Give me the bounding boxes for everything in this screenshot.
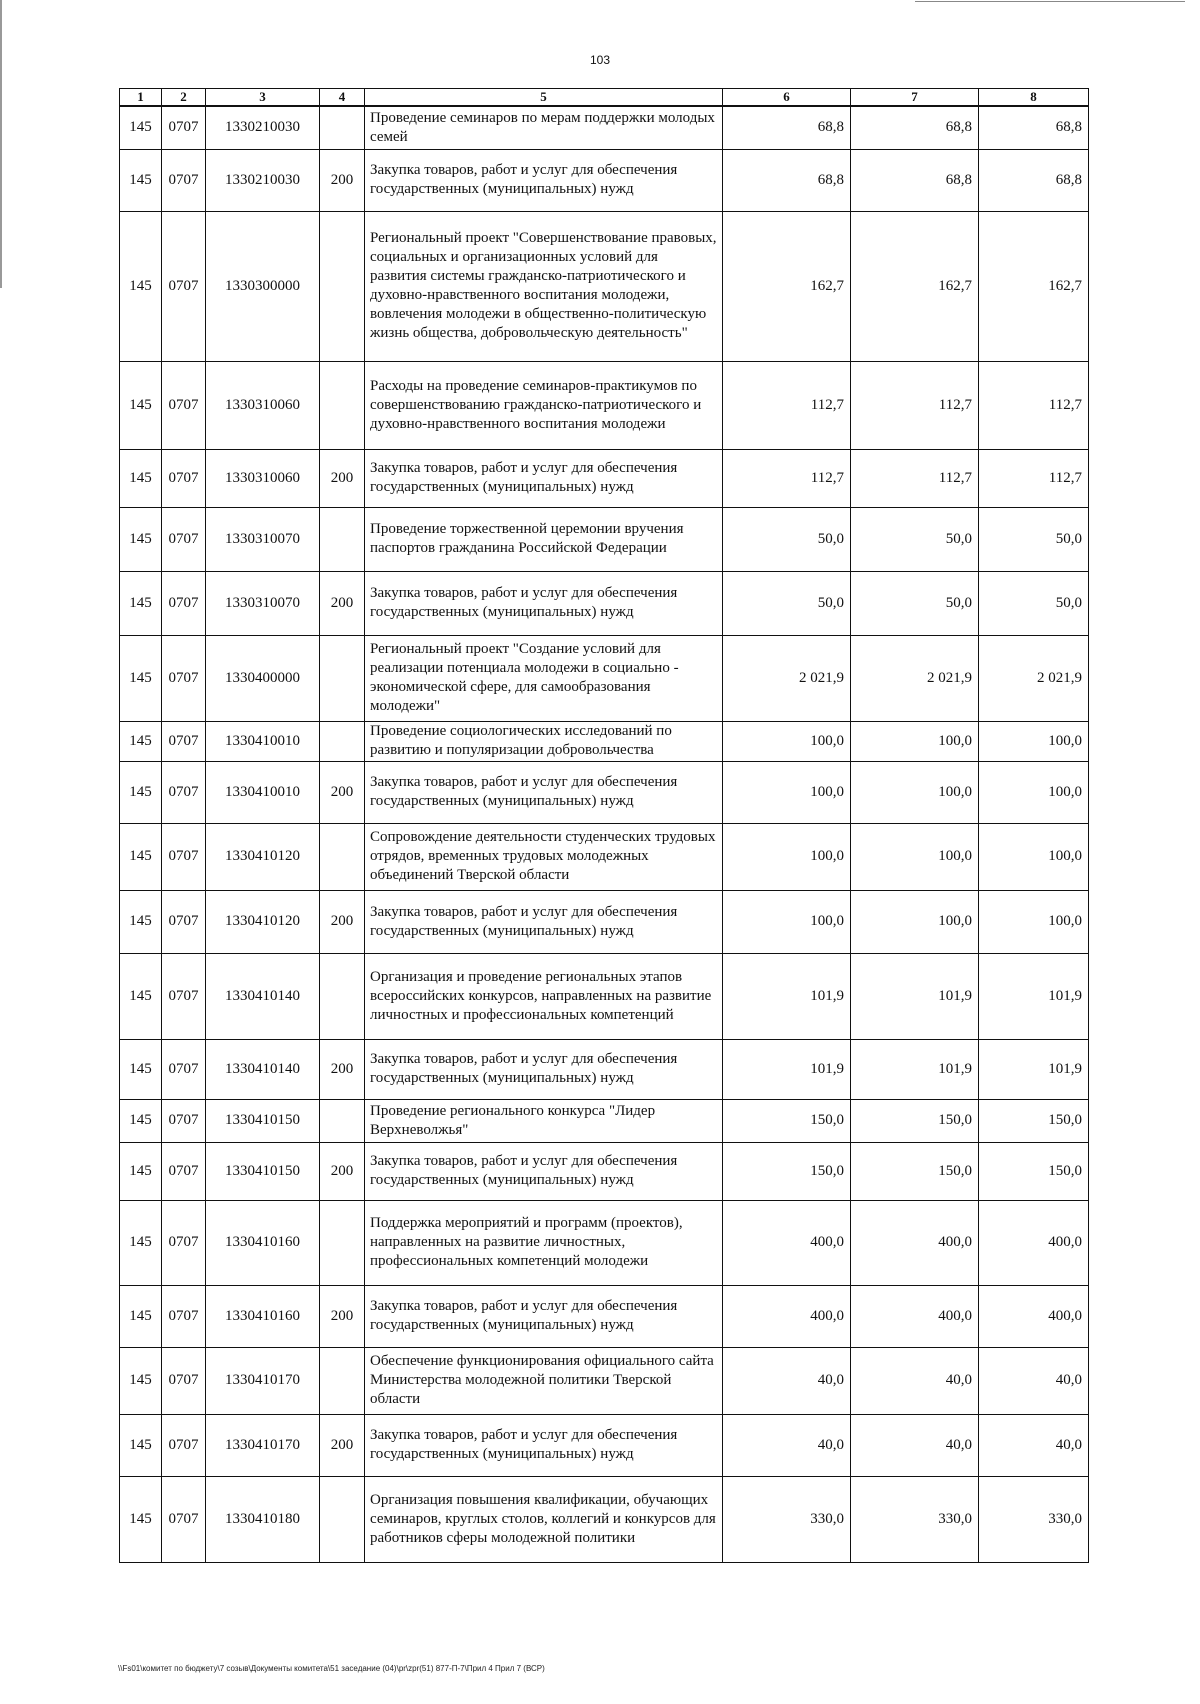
amount-col8-cell: 330,0	[979, 1476, 1089, 1562]
table-row	[120, 761, 1089, 823]
amount-col8-cell: 50,0	[979, 571, 1089, 635]
target-article-cell: 1330410170	[206, 1414, 320, 1476]
description-cell: Закупка товаров, работ и услуг для обеспечения государственных (муниципальных) нужд	[365, 149, 723, 211]
amount-col8-cell: 100,0	[979, 721, 1089, 761]
section-cell: 0707	[162, 211, 206, 361]
section-cell: 0707	[162, 507, 206, 571]
amount-col7-cell: 100,0	[851, 823, 979, 890]
amount-col7-cell: 40,0	[851, 1414, 979, 1476]
page-number: 103	[589, 53, 611, 67]
column-number-row	[120, 89, 1089, 107]
table-row	[120, 1039, 1089, 1099]
expense-type-cell	[320, 1200, 365, 1285]
expense-type-cell: 200	[320, 761, 365, 823]
target-article-cell: 1330410140	[206, 1039, 320, 1099]
amount-col7-cell: 68,8	[851, 149, 979, 211]
description-cell: Организация повышения квалификации, обучающих семинаров, круглых столов, коллегий и конкурсов для работников сферы молодежной политики	[365, 1476, 723, 1562]
description-cell: Проведение социологических исследований по развитию и популяризации добровольчества	[365, 721, 723, 761]
glava-cell: 145	[120, 571, 162, 635]
expense-type-cell: 200	[320, 1285, 365, 1347]
amount-col8-cell: 40,0	[979, 1414, 1089, 1476]
description-cell: Поддержка мероприятий и программ (проектов), направленных на развитие личностных, профессиональных компетенций молодежи	[365, 1200, 723, 1285]
glava-cell: 145	[120, 761, 162, 823]
amount-col8-cell: 100,0	[979, 761, 1089, 823]
amount-col8-cell: 40,0	[979, 1347, 1089, 1414]
column-number: 5	[365, 89, 723, 107]
description-cell: Закупка товаров, работ и услуг для обеспечения государственных (муниципальных) нужд	[365, 890, 723, 953]
glava-cell: 145	[120, 635, 162, 721]
target-article-cell: 1330410140	[206, 953, 320, 1039]
glava-cell: 145	[120, 1039, 162, 1099]
expense-type-cell: 200	[320, 890, 365, 953]
amount-col6-cell: 162,7	[723, 211, 851, 361]
section-cell: 0707	[162, 449, 206, 507]
amount-col7-cell: 162,7	[851, 211, 979, 361]
section-cell: 0707	[162, 953, 206, 1039]
description-cell: Закупка товаров, работ и услуг для обеспечения государственных (муниципальных) нужд	[365, 449, 723, 507]
amount-col7-cell: 330,0	[851, 1476, 979, 1562]
amount-col8-cell: 112,7	[979, 449, 1089, 507]
glava-cell: 145	[120, 149, 162, 211]
expense-type-cell	[320, 1347, 365, 1414]
amount-col6-cell: 101,9	[723, 1039, 851, 1099]
section-cell: 0707	[162, 1476, 206, 1562]
glava-cell: 145	[120, 890, 162, 953]
amount-col8-cell: 150,0	[979, 1099, 1089, 1142]
glava-cell: 145	[120, 1200, 162, 1285]
target-article-cell: 1330410150	[206, 1099, 320, 1142]
glava-cell: 145	[120, 721, 162, 761]
amount-col6-cell: 400,0	[723, 1285, 851, 1347]
table-row	[120, 1200, 1089, 1285]
glava-cell: 145	[120, 106, 162, 149]
table-row	[120, 1142, 1089, 1200]
amount-col8-cell: 150,0	[979, 1142, 1089, 1200]
table-row	[120, 1285, 1089, 1347]
section-cell: 0707	[162, 1347, 206, 1414]
section-cell: 0707	[162, 823, 206, 890]
top-edge-line	[915, 1, 1185, 2]
target-article-cell: 1330410010	[206, 761, 320, 823]
amount-col7-cell: 68,8	[851, 106, 979, 149]
description-cell: Региональный проект "Совершенствование правовых, социальных и организационных условий для развития системы гражданско-патриотического и духовно-нравственного воспитания молодежи, вовлечения молодежи в общественно-политическую жизнь общества, добровольческую деятельность"	[365, 211, 723, 361]
expense-type-cell: 200	[320, 1142, 365, 1200]
description-cell: Проведение торжественной церемонии вручения паспортов гражданина Российской Федерации	[365, 507, 723, 571]
amount-col6-cell: 100,0	[723, 823, 851, 890]
table-row	[120, 1476, 1089, 1562]
file-path-footer: \\Fs01\комитет по бюджету\7 созыв\Документы комитета\51 заседание (04)\pr\zpr(51) 877-П-7\Прил 4 Прил 7 (ВСР)	[118, 1664, 545, 1673]
amount-col7-cell: 50,0	[851, 571, 979, 635]
glava-cell: 145	[120, 1099, 162, 1142]
description-cell: Закупка товаров, работ и услуг для обеспечения государственных (муниципальных) нужд	[365, 1142, 723, 1200]
amount-col6-cell: 40,0	[723, 1347, 851, 1414]
amount-col8-cell: 400,0	[979, 1285, 1089, 1347]
table-row	[120, 635, 1089, 721]
expense-type-cell	[320, 1099, 365, 1142]
target-article-cell: 1330410120	[206, 823, 320, 890]
description-cell: Сопровождение деятельности студенческих трудовых отрядов, временных трудовых молодежных объединений Тверской области	[365, 823, 723, 890]
amount-col6-cell: 101,9	[723, 953, 851, 1039]
column-number: 7	[851, 89, 979, 107]
table-row	[120, 571, 1089, 635]
amount-col8-cell: 101,9	[979, 1039, 1089, 1099]
description-cell: Закупка товаров, работ и услуг для обеспечения государственных (муниципальных) нужд	[365, 1039, 723, 1099]
target-article-cell: 1330410010	[206, 721, 320, 761]
description-cell: Региональный проект "Создание условий для реализации потенциала молодежи в социально - экономической сфере, для самообразования молодежи"	[365, 635, 723, 721]
amount-col8-cell: 100,0	[979, 890, 1089, 953]
table-row	[120, 953, 1089, 1039]
amount-col7-cell: 101,9	[851, 1039, 979, 1099]
amount-col7-cell: 100,0	[851, 890, 979, 953]
table-row	[120, 1347, 1089, 1414]
table-row	[120, 1414, 1089, 1476]
amount-col8-cell: 112,7	[979, 361, 1089, 449]
amount-col6-cell: 112,7	[723, 449, 851, 507]
expense-type-cell: 200	[320, 1414, 365, 1476]
target-article-cell: 1330400000	[206, 635, 320, 721]
description-cell: Проведение регионального конкурса "Лидер Верхневолжья"	[365, 1099, 723, 1142]
expense-type-cell: 200	[320, 449, 365, 507]
table-row	[120, 149, 1089, 211]
amount-col7-cell: 400,0	[851, 1285, 979, 1347]
glava-cell: 145	[120, 211, 162, 361]
amount-col8-cell: 68,8	[979, 149, 1089, 211]
target-article-cell: 1330310070	[206, 507, 320, 571]
amount-col6-cell: 100,0	[723, 721, 851, 761]
table-row	[120, 361, 1089, 449]
expense-type-cell: 200	[320, 149, 365, 211]
amount-col7-cell: 100,0	[851, 721, 979, 761]
glava-cell: 145	[120, 361, 162, 449]
column-number: 2	[162, 89, 206, 107]
target-article-cell: 1330310060	[206, 449, 320, 507]
amount-col6-cell: 400,0	[723, 1200, 851, 1285]
expense-type-cell	[320, 635, 365, 721]
amount-col8-cell: 162,7	[979, 211, 1089, 361]
amount-col7-cell: 100,0	[851, 761, 979, 823]
description-cell: Закупка товаров, работ и услуг для обеспечения государственных (муниципальных) нужд	[365, 1285, 723, 1347]
section-cell: 0707	[162, 106, 206, 149]
amount-col6-cell: 150,0	[723, 1142, 851, 1200]
amount-col6-cell: 112,7	[723, 361, 851, 449]
target-article-cell: 1330410160	[206, 1285, 320, 1347]
section-cell: 0707	[162, 1099, 206, 1142]
amount-col7-cell: 150,0	[851, 1142, 979, 1200]
column-number: 3	[206, 89, 320, 107]
section-cell: 0707	[162, 1414, 206, 1476]
target-article-cell: 1330410180	[206, 1476, 320, 1562]
expense-type-cell: 200	[320, 1039, 365, 1099]
target-article-cell: 1330410120	[206, 890, 320, 953]
table-row	[120, 211, 1089, 361]
amount-col8-cell: 100,0	[979, 823, 1089, 890]
column-number: 6	[723, 89, 851, 107]
section-cell: 0707	[162, 149, 206, 211]
glava-cell: 145	[120, 953, 162, 1039]
expense-type-cell	[320, 823, 365, 890]
description-cell: Закупка товаров, работ и услуг для обеспечения государственных (муниципальных) нужд	[365, 761, 723, 823]
amount-col6-cell: 330,0	[723, 1476, 851, 1562]
table-row	[120, 449, 1089, 507]
section-cell: 0707	[162, 761, 206, 823]
expense-type-cell	[320, 1476, 365, 1562]
amount-col7-cell: 112,7	[851, 361, 979, 449]
glava-cell: 145	[120, 823, 162, 890]
table-row	[120, 1099, 1089, 1142]
section-cell: 0707	[162, 721, 206, 761]
target-article-cell: 1330410160	[206, 1200, 320, 1285]
column-number: 8	[979, 89, 1089, 107]
glava-cell: 145	[120, 1476, 162, 1562]
amount-col8-cell: 68,8	[979, 106, 1089, 149]
target-article-cell: 1330410150	[206, 1142, 320, 1200]
amount-col7-cell: 101,9	[851, 953, 979, 1039]
target-article-cell: 1330410170	[206, 1347, 320, 1414]
glava-cell: 145	[120, 1285, 162, 1347]
glava-cell: 145	[120, 1142, 162, 1200]
target-article-cell: 1330310060	[206, 361, 320, 449]
budget-table	[119, 88, 1089, 1563]
target-article-cell: 1330210030	[206, 106, 320, 149]
amount-col6-cell: 50,0	[723, 571, 851, 635]
expense-type-cell	[320, 953, 365, 1039]
description-cell: Закупка товаров, работ и услуг для обеспечения государственных (муниципальных) нужд	[365, 571, 723, 635]
amount-col6-cell: 40,0	[723, 1414, 851, 1476]
table-row	[120, 890, 1089, 953]
glava-cell: 145	[120, 1347, 162, 1414]
expense-type-cell	[320, 721, 365, 761]
amount-col7-cell: 50,0	[851, 507, 979, 571]
expense-type-cell	[320, 211, 365, 361]
section-cell: 0707	[162, 1200, 206, 1285]
section-cell: 0707	[162, 635, 206, 721]
amount-col8-cell: 400,0	[979, 1200, 1089, 1285]
target-article-cell: 1330210030	[206, 149, 320, 211]
table-row	[120, 721, 1089, 761]
column-number: 4	[320, 89, 365, 107]
amount-col6-cell: 50,0	[723, 507, 851, 571]
amount-col7-cell: 2 021,9	[851, 635, 979, 721]
amount-col6-cell: 68,8	[723, 149, 851, 211]
amount-col8-cell: 2 021,9	[979, 635, 1089, 721]
description-cell: Организация и проведение региональных этапов всероссийских конкурсов, направленных на развитие личностных и профессиональных компетенций	[365, 953, 723, 1039]
column-number: 1	[120, 89, 162, 107]
section-cell: 0707	[162, 1285, 206, 1347]
expense-type-cell	[320, 106, 365, 149]
amount-col6-cell: 150,0	[723, 1099, 851, 1142]
section-cell: 0707	[162, 890, 206, 953]
glava-cell: 145	[120, 507, 162, 571]
left-margin-mark	[0, 0, 2, 288]
expense-type-cell	[320, 361, 365, 449]
amount-col7-cell: 150,0	[851, 1099, 979, 1142]
table-row	[120, 106, 1089, 149]
description-cell: Расходы на проведение семинаров-практикумов по совершенствованию гражданско-патриотического и духовно-нравственного воспитания молодежи	[365, 361, 723, 449]
expense-type-cell	[320, 507, 365, 571]
table-row	[120, 823, 1089, 890]
section-cell: 0707	[162, 1142, 206, 1200]
description-cell: Проведение семинаров по мерам поддержки молодых семей	[365, 106, 723, 149]
amount-col6-cell: 100,0	[723, 761, 851, 823]
amount-col8-cell: 50,0	[979, 507, 1089, 571]
table-row	[120, 507, 1089, 571]
description-cell: Закупка товаров, работ и услуг для обеспечения государственных (муниципальных) нужд	[365, 1414, 723, 1476]
amount-col8-cell: 101,9	[979, 953, 1089, 1039]
amount-col7-cell: 40,0	[851, 1347, 979, 1414]
description-cell: Обеспечение функционирования официального сайта Министерства молодежной политики Тверской области	[365, 1347, 723, 1414]
glava-cell: 145	[120, 1414, 162, 1476]
amount-col7-cell: 112,7	[851, 449, 979, 507]
target-article-cell: 1330310070	[206, 571, 320, 635]
amount-col6-cell: 100,0	[723, 890, 851, 953]
amount-col6-cell: 2 021,9	[723, 635, 851, 721]
section-cell: 0707	[162, 1039, 206, 1099]
section-cell: 0707	[162, 571, 206, 635]
expense-type-cell: 200	[320, 571, 365, 635]
target-article-cell: 1330300000	[206, 211, 320, 361]
section-cell: 0707	[162, 361, 206, 449]
amount-col6-cell: 68,8	[723, 106, 851, 149]
amount-col7-cell: 400,0	[851, 1200, 979, 1285]
glava-cell: 145	[120, 449, 162, 507]
